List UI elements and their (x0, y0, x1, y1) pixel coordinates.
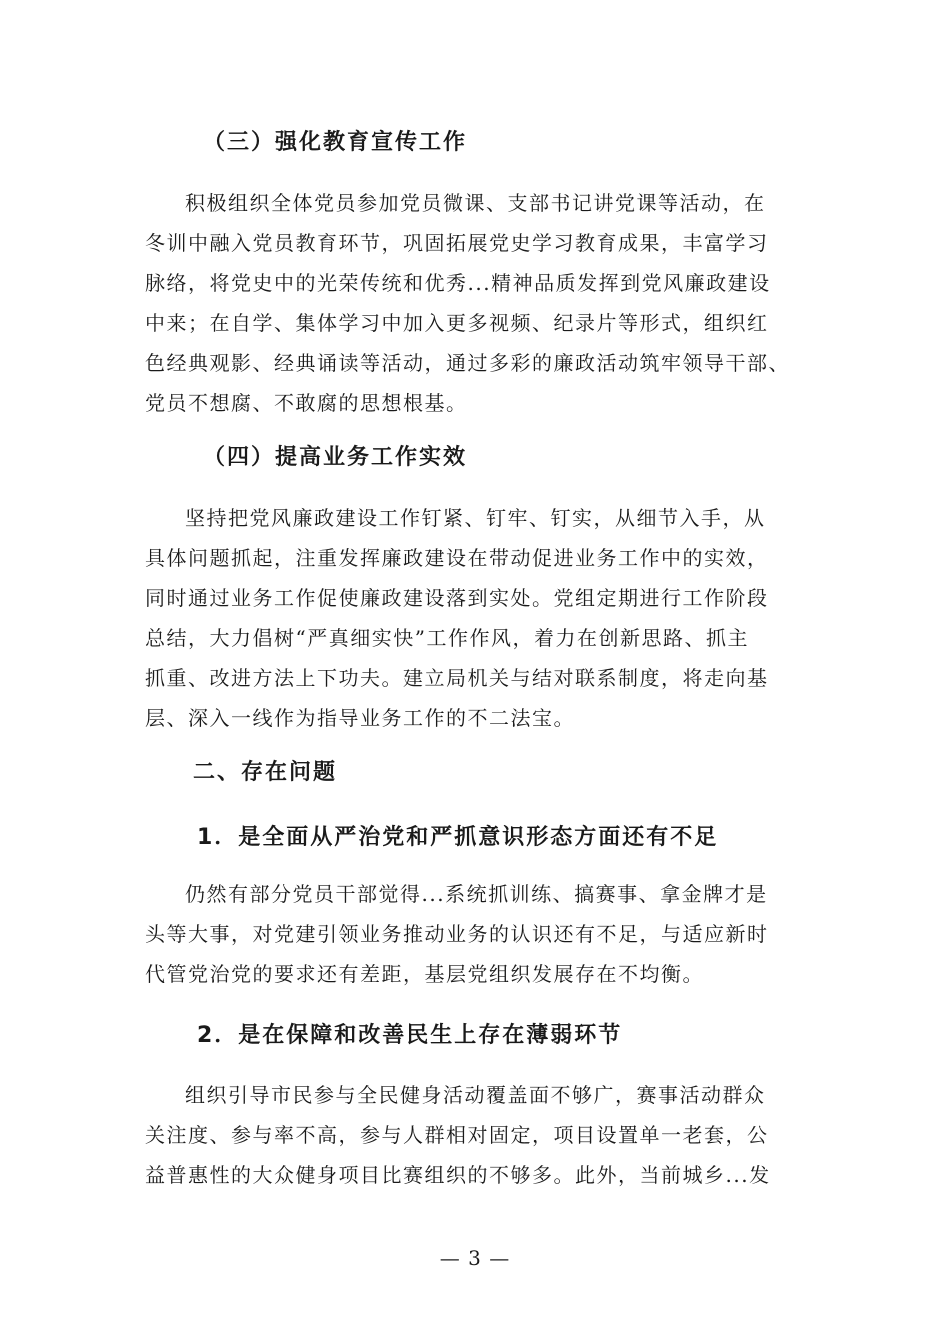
paragraph-line: 党员不想腐、不敢腐的思想根基。 (145, 391, 468, 415)
paragraph-issue-2 (145, 1075, 845, 1195)
paragraph-business (145, 498, 845, 738)
section-heading-business: （四）提高业务工作实效 (203, 445, 468, 470)
paragraph-line: 抓重、改进方法上下功夫。建立局机关与结对联系制度，将走向基 (145, 666, 769, 690)
section-heading-education: （三）强化教育宣传工作 (203, 130, 468, 155)
paragraph-line: 中来；在自学、集体学习中加入更多视频、纪录片等形式，组织红 (145, 311, 769, 335)
paragraph-education (145, 183, 845, 423)
paragraph-line: 头等大事，对党建引领业务推动业务的认识还有不足，与适应新时 (145, 922, 769, 946)
paragraph-line: 冬训中融入党员教育环节，巩固拓展党史学习教育成果，丰富学习 (145, 231, 769, 255)
paragraph-line: 层、深入一线作为指导业务工作的不二法宝。 (145, 706, 575, 730)
paragraph-line: 具体问题抓起，注重发挥廉政建设在带动促进业务工作中的实效， (145, 546, 769, 570)
paragraph-line: 仍然有部分党员干部觉得...系统抓训练、搞赛事、拿金牌才是 (185, 882, 768, 906)
issue-heading-1: 1．是全面从严治党和严抓意识形态方面还有不足 (197, 825, 719, 850)
paragraph-line: 代管党治党的要求还有差距，基层党组织发展存在不均衡。 (145, 962, 704, 986)
paragraph-line: 脉络，将党史中的光荣传统和优秀...精神品质发挥到党风廉政建设 (145, 271, 771, 295)
paragraph-line: 总结，大力倡树“严真细实快”工作作风，着力在创新思路、抓主 (145, 626, 749, 650)
paragraph-line: 关注度、参与率不高，参与人群相对固定，项目设置单一老套，公 (145, 1123, 769, 1147)
paragraph-line: 色经典观影、经典诵读等活动，通过多彩的廉政活动筑牢领导干部、 (145, 351, 790, 375)
paragraph-line: 积极组织全体党员参加党员微课、支部书记讲党课等活动，在 (185, 191, 766, 215)
chapter-heading-problems: 二、存在问题 (193, 760, 338, 785)
paragraph-line: 同时通过业务工作促使廉政建设落到实处。党组定期进行工作阶段 (145, 586, 769, 610)
page-number: — 3 — (439, 1246, 511, 1270)
paragraph-line: 益普惠性的大众健身项目比赛组织的不够多。此外，当前城乡...发 (145, 1163, 771, 1187)
paragraph-issue-1 (145, 874, 845, 994)
paragraph-line: 坚持把党风廉政建设工作钉紧、钉牢、钉实，从细节入手，从 (185, 506, 766, 530)
paragraph-line: 组织引导市民参与全民健身活动覆盖面不够广，赛事活动群众 (185, 1083, 766, 1107)
issue-heading-2: 2．是在保障和改善民生上存在薄弱环节 (197, 1023, 623, 1048)
